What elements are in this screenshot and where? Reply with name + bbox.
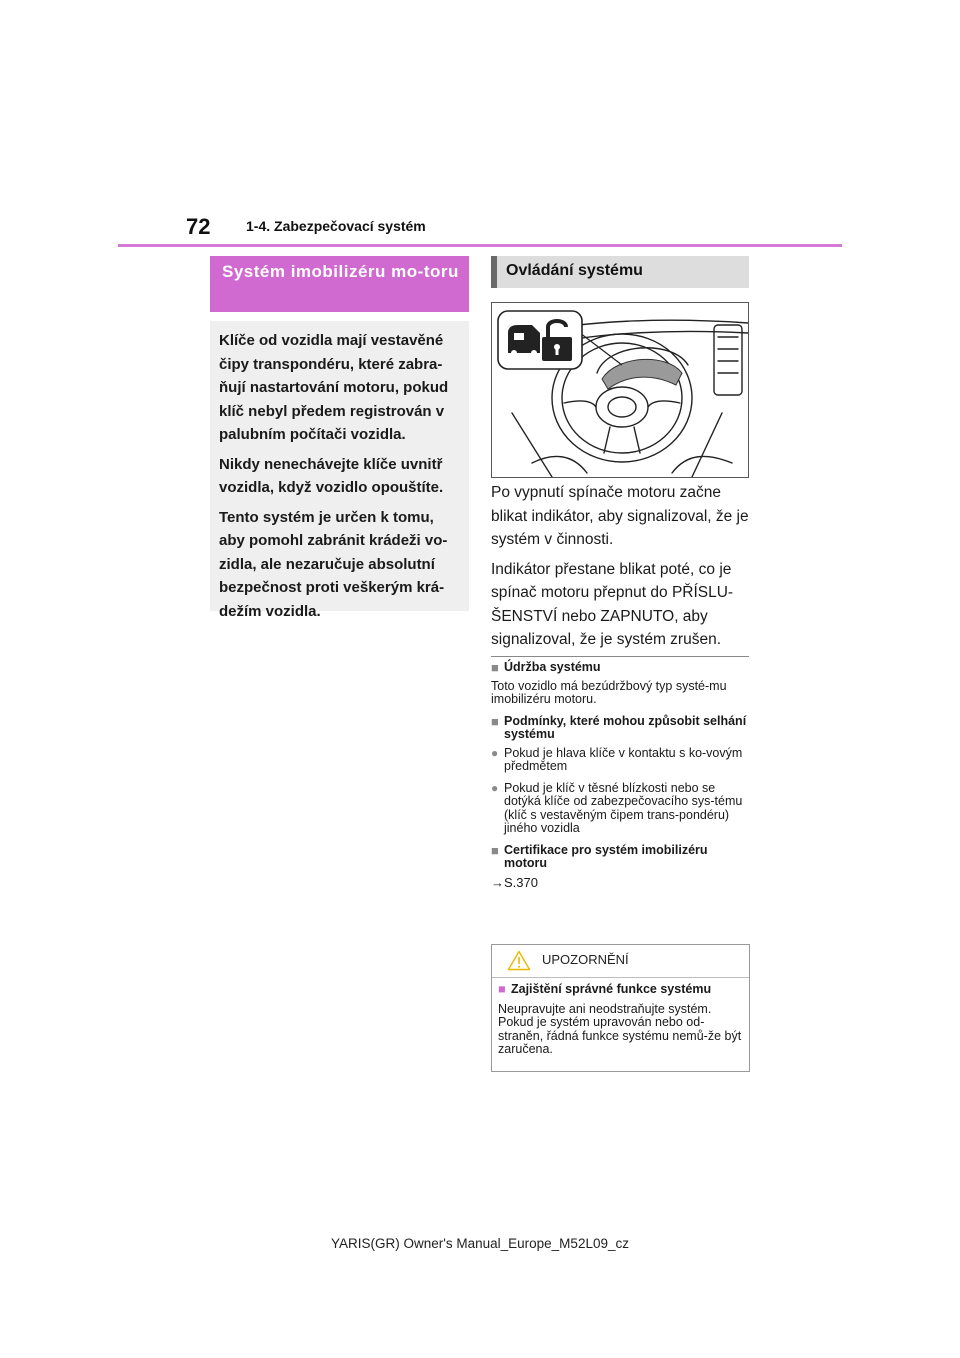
page-number: 72 xyxy=(186,214,211,239)
section-title: 1-4. Zabezpečovací systém xyxy=(246,218,426,234)
warning-triangle-icon xyxy=(507,950,531,971)
caution-text: Neupravujte ani neodstraňujte systém. Pokud je systém upravován nebo od-straněn, řádná funkce systému nemů-že být zaručena. xyxy=(498,1001,742,1056)
operation-text xyxy=(491,481,753,658)
immobilizer-description-box xyxy=(210,321,469,620)
caution-subtitle-row xyxy=(498,983,743,997)
maintenance-title: Údržba systému xyxy=(504,660,601,674)
list-item xyxy=(491,782,753,836)
immobilizer-paragraph: Tento systém je určen k tomu, aby pomohl zabránit krádeži vo-zidla, ale nezaručuje absolutní bezpečnost proti veškerým krá-dežím vozidla. xyxy=(219,508,448,620)
square-bullet-icon: ■ xyxy=(498,982,506,996)
header-divider xyxy=(118,244,842,247)
list-item xyxy=(491,747,753,774)
maintenance-text: Toto vozidlo má bezúdržbový typ systé-mu imobilizéru motoru. xyxy=(491,678,727,706)
operation-heading: Ovládání systému xyxy=(491,256,749,288)
condition-text: Pokud je hlava klíče v kontaktu s ko-vovým předmětem xyxy=(504,745,743,773)
dashboard-illustration xyxy=(491,302,749,478)
circle-bullet-icon: ● xyxy=(491,745,499,760)
caution-subtitle: Zajištění správné funkce systému xyxy=(511,982,712,996)
square-bullet-icon: ■ xyxy=(491,842,499,858)
condition-text: Pokud je klíč v těsné blízkosti nebo se dotýká klíče od zabezpečovacího sys-tému (klíč s vestavěným čipem trans-pondéru) jiného vozidla xyxy=(504,780,743,835)
notes-section xyxy=(491,661,753,889)
immobilizer-paragraph: Nikdy nenechávejte klíče uvnitř vozidla, když vozidlo opouštíte. xyxy=(219,455,444,496)
page-reference[interactable] xyxy=(491,876,753,890)
operation-paragraph: Po vypnutí spínače motoru začne blikat indikátor, aby signalizoval, že je systém v činnosti. xyxy=(491,484,749,548)
steering-wheel-illustration xyxy=(492,303,748,477)
certification-title: Certifikace pro systém imobilizéru motoru xyxy=(504,842,708,870)
immobilizer-paragraph: Klíče od vozidla mají vestavěné čipy transpondéru, které zabra-ňují nastartování motoru, pokud klíč nebyl předem registrován v palubním počítači vozidla. xyxy=(219,332,449,443)
note-heading xyxy=(491,844,753,871)
immobilizer-heading: Systém imobilizéru mo-toru xyxy=(210,256,469,312)
note-heading xyxy=(491,661,753,675)
arrow-right-icon: → xyxy=(491,874,504,890)
footer-text: YARIS(GR) Owner's Manual_Europe_M52L09_cz xyxy=(331,1236,629,1251)
caution-header xyxy=(492,945,749,978)
conditions-title: Podmínky, které mohou způsobit selhání systému xyxy=(504,713,747,741)
caution-body xyxy=(492,978,749,1057)
notes-divider xyxy=(491,656,749,657)
page-reference-text: S.370 xyxy=(504,874,538,890)
note-heading xyxy=(491,715,753,742)
square-bullet-icon: ■ xyxy=(491,660,499,675)
caution-box xyxy=(491,944,750,1072)
square-bullet-icon: ■ xyxy=(491,713,499,729)
operation-paragraph: Indikátor přestane blikat poté, co je spínač motoru přepnut do PŘÍSLU-ŠENSTVÍ nebo ZAPNUTO, aby signalizoval, že je systém zrušen. xyxy=(491,560,734,648)
circle-bullet-icon: ● xyxy=(491,780,499,795)
caution-title: UPOZORNĚNÍ xyxy=(542,952,629,967)
